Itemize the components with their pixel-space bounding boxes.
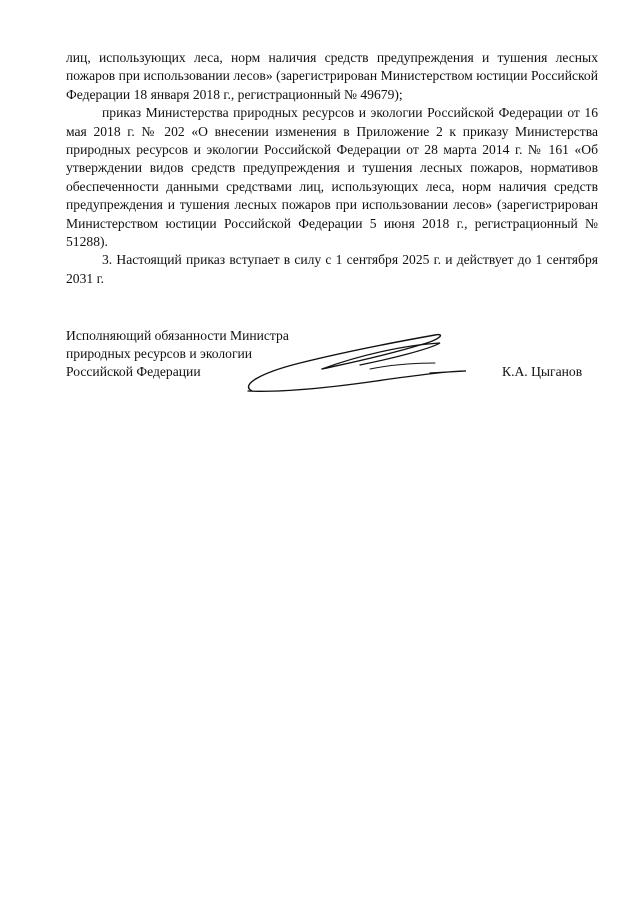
handwritten-signature bbox=[230, 325, 480, 405]
paragraph-3: 3. Настоящий приказ вступает в силу с 1 сентября 2025 г. и действует до 1 сентября 2031 г. bbox=[66, 252, 598, 286]
signer-name: К.А. Цыганов bbox=[502, 364, 583, 379]
position-line-3: Российской Федерации bbox=[66, 364, 201, 379]
paragraph-2: приказ Министерства природных ресурсов и экологии Российской Федерации от 16 мая 2018 г. № 202 «О внесении изменения в Приложение 2 к приказу Министерства природных ресурсов и экологии Российской Федерации от 28 марта 2014 г. № 161 «Об утверждении видов средств предупреждения и тушения лесных пожаров, нормативов обеспеченности данными средствами лиц, использующих леса, норм наличия средств предупреждения и тушения лесных пожаров при использовании лесов» (зарегистрирован Министерством юстиции Российской Федерации 5 июня 2018 г., регистрационный № 51288). bbox=[66, 105, 598, 250]
position-line-1: Исполняющий обязанности Министра bbox=[66, 328, 289, 343]
paragraph-1: лиц, использующих леса, норм наличия средств предупреждения и тушения лесных пожаров при использовании лесов» (зарегистрирован Министерством юстиции Российской Федерации 18 января 2018 г., регистрационный № 49679); bbox=[66, 50, 598, 102]
document-body bbox=[66, 49, 598, 288]
position-line-2: природных ресурсов и экологии bbox=[66, 346, 253, 361]
